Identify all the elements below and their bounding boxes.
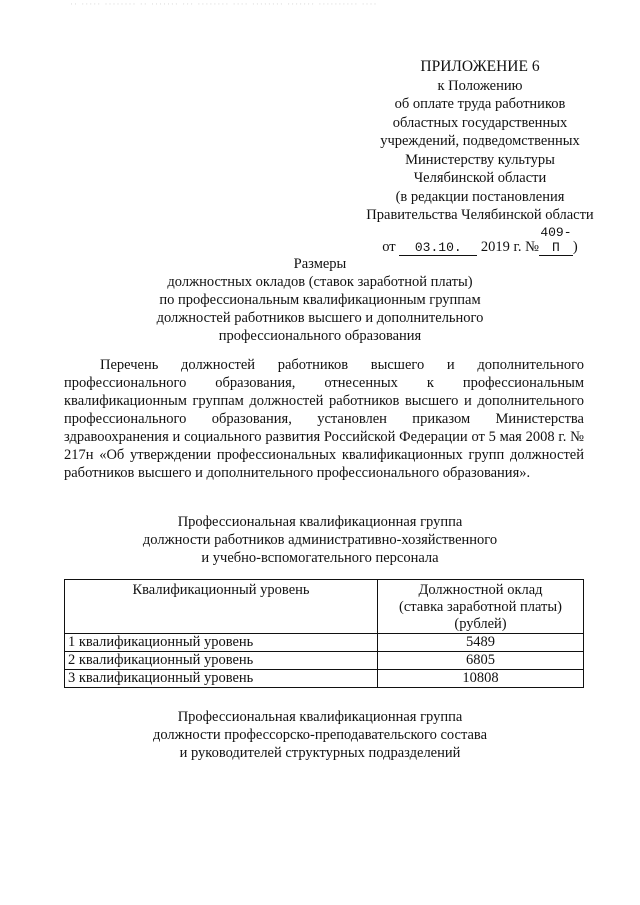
appendix-block xyxy=(330,58,630,256)
salary-cell: 10808 xyxy=(378,670,584,688)
resolution-date: 03.10. xyxy=(399,240,477,256)
appendix-title: ПРИЛОЖЕНИЕ 6 xyxy=(420,58,540,75)
salary-column-header xyxy=(378,580,584,634)
sign-suffix: ) xyxy=(572,238,578,255)
group2-line: должности профессорско-преподавательского состава xyxy=(152,727,488,743)
document-heading xyxy=(100,255,540,345)
appendix-line: к Положению xyxy=(437,77,523,94)
level-cell: 1 квалификационный уровень xyxy=(65,634,378,652)
heading-line: должностных окладов (ставок заработной платы) xyxy=(167,274,473,290)
appendix-line: (в редакции постановления xyxy=(395,188,565,205)
heading-line: должностей работников высшего и дополнительного xyxy=(156,310,484,326)
group1-title xyxy=(100,513,540,567)
fax-header-noise: ·· ····· ········ ·· ······· ··· ········ ···· ········ ······· ·········· ···· xyxy=(70,0,378,8)
resolution-number: 409-П xyxy=(540,224,572,255)
table-row xyxy=(65,670,584,688)
table-row xyxy=(65,634,584,652)
salary-header-line: Должностной оклад xyxy=(418,582,543,598)
group1-line: должности работников административно-хозяйственного xyxy=(142,532,498,548)
intro-paragraph: Перечень должностей работников высшего и дополнительного профессионального образования, отнесенных к профессиональным квалификационным группам должностей работников высшего и дополнительного профессионального образования, установлен приказом Министерства здравоохранения и социального развития Российской Федерации от 5 мая 2008 г. № 217н «Об утверждении профессиональных квалификационных групп должностей работников высшего и дополнительного профессионального образования». xyxy=(64,357,584,481)
salary-table xyxy=(64,579,584,688)
salary-header-line: (рублей) xyxy=(454,616,507,632)
level-cell: 2 квалификационный уровень xyxy=(65,652,378,670)
table-row xyxy=(65,652,584,670)
appendix-line: Министерству культуры xyxy=(405,151,555,168)
salary-cell: 5489 xyxy=(378,634,584,652)
level-column-header: Квалификационный уровень xyxy=(65,580,378,634)
table-header-row xyxy=(65,580,584,634)
sign-year: 2019 г. № xyxy=(480,238,539,255)
heading-line: Размеры xyxy=(293,256,347,272)
heading-line: по профессиональным квалификационным группам xyxy=(159,292,481,308)
sign-prefix: от xyxy=(382,238,396,255)
salary-cell: 6805 xyxy=(378,652,584,670)
group2-line: Профессиональная квалификационная группа xyxy=(177,709,463,725)
appendix-line: Правительства Челябинской области xyxy=(366,207,594,223)
resolution-reference xyxy=(330,225,630,257)
appendix-line: Челябинской области xyxy=(413,170,547,186)
group2-title xyxy=(100,708,540,762)
heading-line: профессионального образования xyxy=(218,328,422,344)
appendix-line: учреждений, подведомственных xyxy=(380,133,580,149)
group1-line: и учебно-вспомогательного персонала xyxy=(201,550,439,566)
group2-line: и руководителей структурных подразделений xyxy=(179,745,461,761)
group1-line: Профессиональная квалификационная группа xyxy=(177,514,463,530)
appendix-line: областных государственных xyxy=(392,114,568,131)
salary-header-line: (ставка заработной платы) xyxy=(399,599,562,615)
level-cell: 3 квалификационный уровень xyxy=(65,670,378,688)
appendix-line: об оплате труда работников xyxy=(394,96,566,112)
